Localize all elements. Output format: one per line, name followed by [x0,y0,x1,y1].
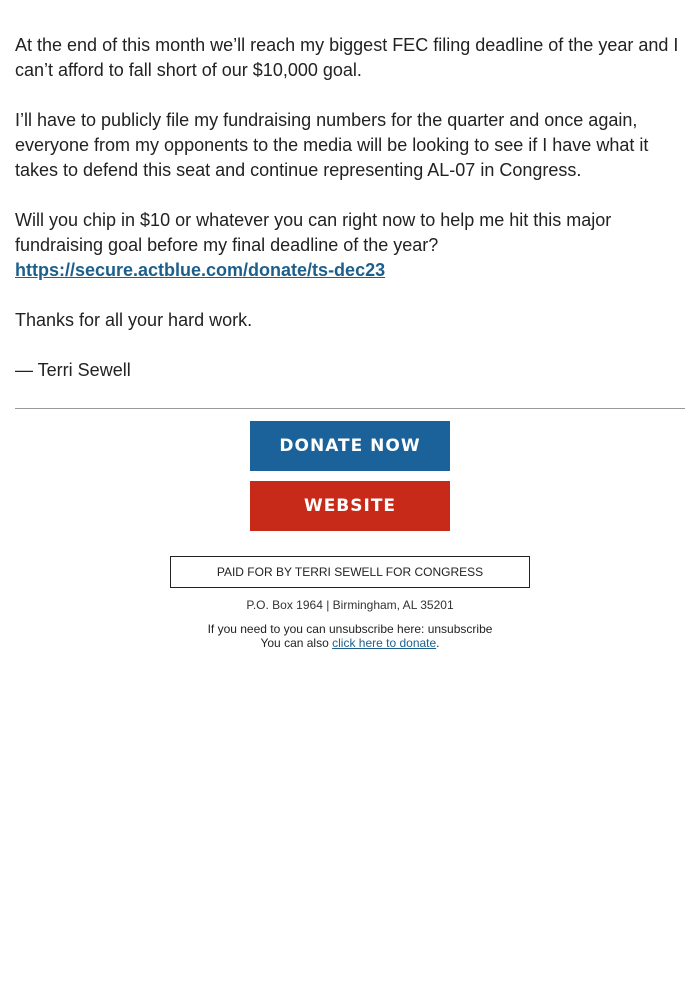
signature: — Terri Sewell [15,360,131,380]
cta-buttons [0,421,700,531]
click-here-to-donate-link[interactable]: click here to donate [332,636,437,650]
website-button[interactable]: WEBSITE [250,481,450,531]
divider [15,408,685,409]
also-prefix: You can also [260,636,333,650]
also-suffix: . [436,636,440,650]
footer-links [0,622,700,650]
email-body [0,0,700,383]
paid-for-disclaimer [170,556,530,588]
unsubscribe-line: If you need to you can unsubscribe here: unsubscribe [207,622,493,636]
donate-now-button[interactable]: DONATE NOW [250,421,450,471]
donate-url-link[interactable]: https://secure.actblue.com/donate/ts-dec23 [15,260,386,280]
also-donate-line [0,636,700,650]
mailing-address: P.O. Box 1964 | Birmingham, AL 35201 [246,598,454,612]
paid-for-text: PAID FOR BY TERRI SEWELL FOR CONGRESS [216,565,484,579]
paragraph-ask [15,208,685,283]
paragraph-deadline: At the end of this month we’ll reach my biggest FEC filing deadline of the year and I can’t afford to fall short of our $10,000 goal. [15,35,679,80]
ask-text: Will you chip in $10 or whatever you can right now to help me hit this major fundraising goal before my final deadline of the year? [15,210,612,255]
thanks-text: Thanks for all your hard work. [15,310,253,330]
paragraph-filing: I’ll have to publicly file my fundraising numbers for the quarter and once again, everyone from my opponents to the media will be looking to see if I have what it takes to defend this seat and continue representing AL-07 in Congress. [15,110,649,180]
